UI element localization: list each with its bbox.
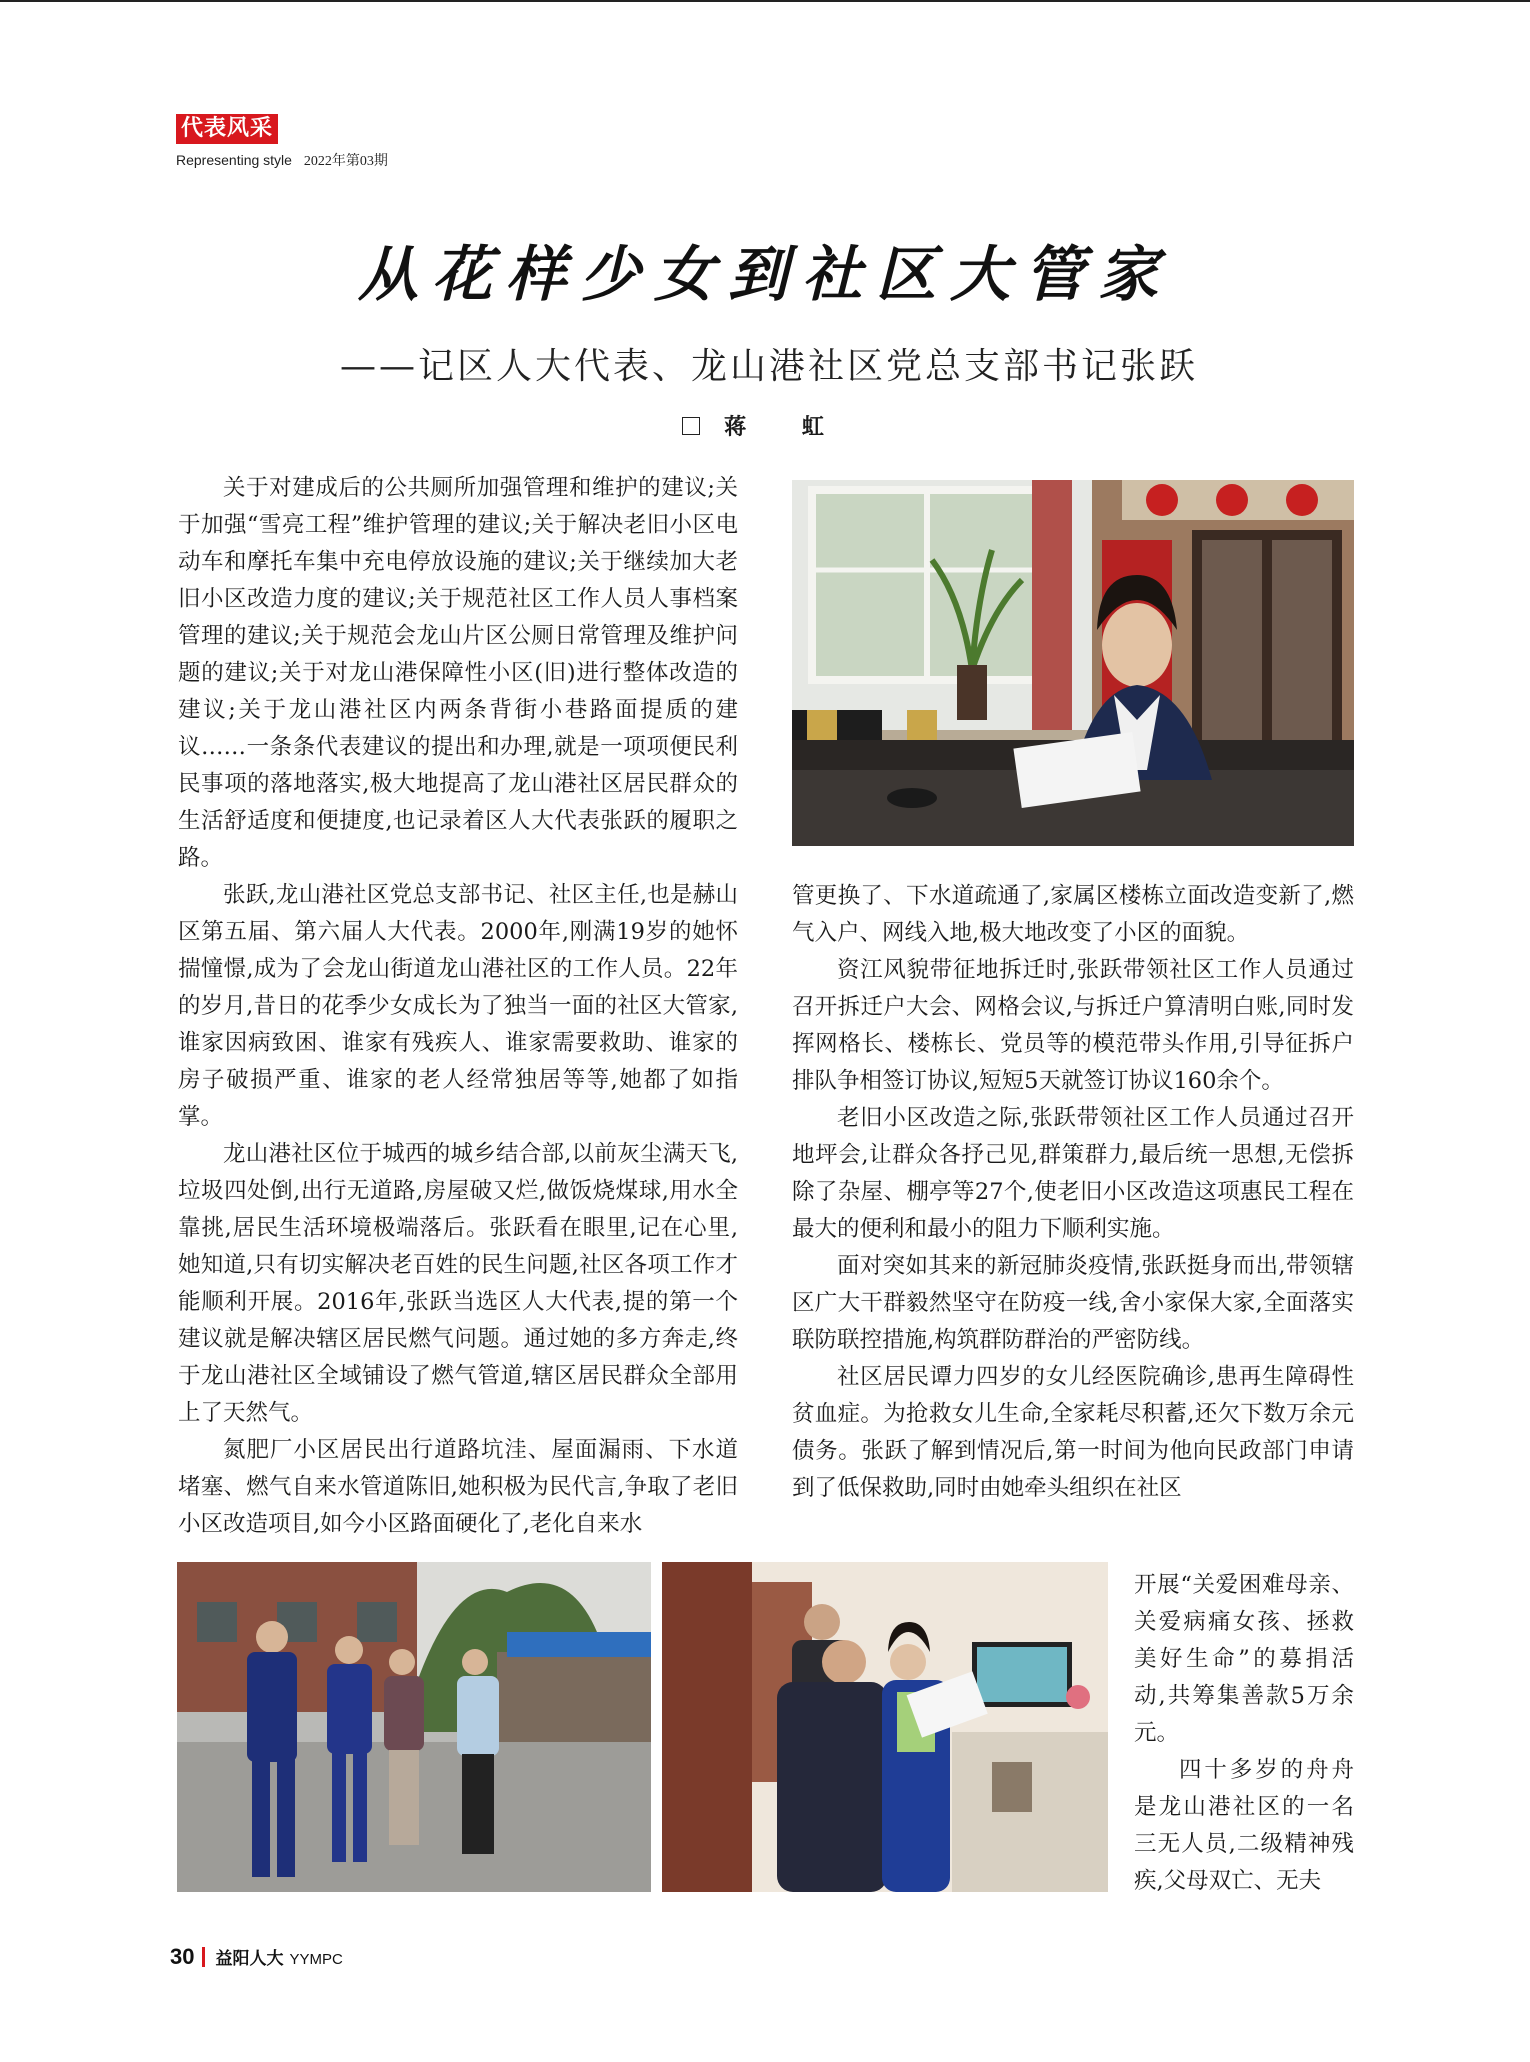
left-column [178,470,738,1543]
paragraph: 资江风貌带征地拆迁时,张跃带领社区工作人员通过召开拆迁户大会、网格会议,与拆迁户算清明白账,同时发挥网格长、楼栋长、党员等的模范带头作用,引导征拆户排队争相签订协议,短短5天就签订协议160余个。 [792,957,1354,1094]
paragraph: 管更换了、下水道疏通了,家属区楼栋立面改造变新了,燃气入户、网线入地,极大地改变了小区的面貌。 [792,883,1354,946]
top-rule [0,0,1530,2]
photo-office [792,480,1354,846]
page-footer [170,1944,343,1970]
narrow-column [1134,1567,1354,1900]
paragraph: 社区居民谭力四岁的女儿经医院确诊,患再生障碍性贫血症。为抢救女儿生命,全家耗尽积蓄,还欠下数万余元债务。张跃了解到情况后,第一时间为他向民政部门申请到了低保救助,同时由她牵头组织在社区 [792,1364,1354,1501]
magazine-name: 益阳人大 [215,1949,284,1969]
paragraph: 面对突如其来的新冠肺炎疫情,张跃挺身而出,带领辖区广大干群毅然坚守在防疫一线,舍小家保大家,全面落实联防联控措施,构筑群防群治的严密防线。 [792,1253,1354,1353]
article-title: 从花样少女到社区大管家 [358,240,1172,310]
article-subtitle: ——记区人大代表、龙山港社区党总支部书记张跃 [340,346,1199,387]
paragraph: 关于对建成后的公共厕所加强管理和维护的建议;关于加强“雪亮工程”维护管理的建议;关于解决老旧小区电动车和摩托车集中充电停放设施的建议;关于继续加大老旧小区改造力度的建议;关于规范社区工作人员人事档案管理的建议;关于规范会龙山片区公厕日常管理及维护问题的建议;关于对龙山港保障性小区(旧)进行整体改造的建议;关于龙山港社区内两条背街小巷路面提质的建议……一条条代表建议的提出和办理,就是一项项便民利民事项的落地落实,极大地提高了龙山港社区居民群众的生活舒适度和便捷度,也记录着区人大代表张跃的履职之路。 [178,475,738,871]
paragraph: 氮肥厂小区居民出行道路坑洼、屋面漏雨、下水道堵塞、燃气自来水管道陈旧,她积极为民代言,争取了老旧小区改造项目,如今小区路面硬化了,老化自来水 [178,1437,738,1537]
page-number: 30 [170,1944,195,1969]
section-subheader [176,150,388,170]
issue-number: 2022年第03期 [303,154,388,169]
footer-divider [202,1947,205,1967]
paragraph: 开展“关爱困难母亲、关爱病痛女孩、拯救美好生命”的募捐活动,共筹集善款5万余元。 [1134,1572,1354,1746]
byline-box-icon [682,417,700,435]
photo-outdoor [177,1562,651,1892]
magazine-abbr: YYMPC [289,1951,343,1968]
paragraph: 四十多岁的舟舟是龙山港社区的一名三无人员,二级精神残疾,父母双亡、无夫 [1134,1757,1354,1894]
author-name: 蒋 虹 [724,414,848,440]
section-tag: 代表风采 [176,114,278,144]
byline [0,412,1530,443]
paragraph: 张跃,龙山港社区党总支部书记、社区主任,也是赫山区第五届、第六届人大代表。2000年,刚满19岁的她怀揣憧憬,成为了会龙山街道龙山港社区的工作人员。22年的岁月,昔日的花季少女成长为了独当一面的社区大管家,谁家因病致困、谁家有残疾人、谁家需要救助、谁家的房子破损严重、谁家的老人经常独居等等,她都了如指掌。 [178,882,738,1130]
section-english: Representing style [176,152,292,168]
paragraph: 老旧小区改造之际,张跃带领社区工作人员通过召开地坪会,让群众各抒己见,群策群力,最后统一思想,无偿拆除了杂屋、棚亭等27个,使老旧小区改造这项惠民工程在最大的便利和最小的阻力下顺利实施。 [792,1105,1354,1242]
photo-indoor [662,1562,1108,1892]
right-column [792,878,1354,1507]
paragraph: 龙山港社区位于城西的城乡结合部,以前灰尘满天飞,垃圾四处倒,出行无道路,房屋破又烂,做饭烧煤球,用水全靠挑,居民生活环境极端落后。张跃看在眼里,记在心里,她知道,只有切实解决老百姓的民生问题,社区各项工作才能顺利开展。2016年,张跃当选区人大代表,提的第一个建议就是解决辖区居民燃气问题。通过她的多方奔走,终于龙山港社区全域铺设了燃气管道,辖区居民群众全部用上了天然气。 [178,1141,738,1426]
